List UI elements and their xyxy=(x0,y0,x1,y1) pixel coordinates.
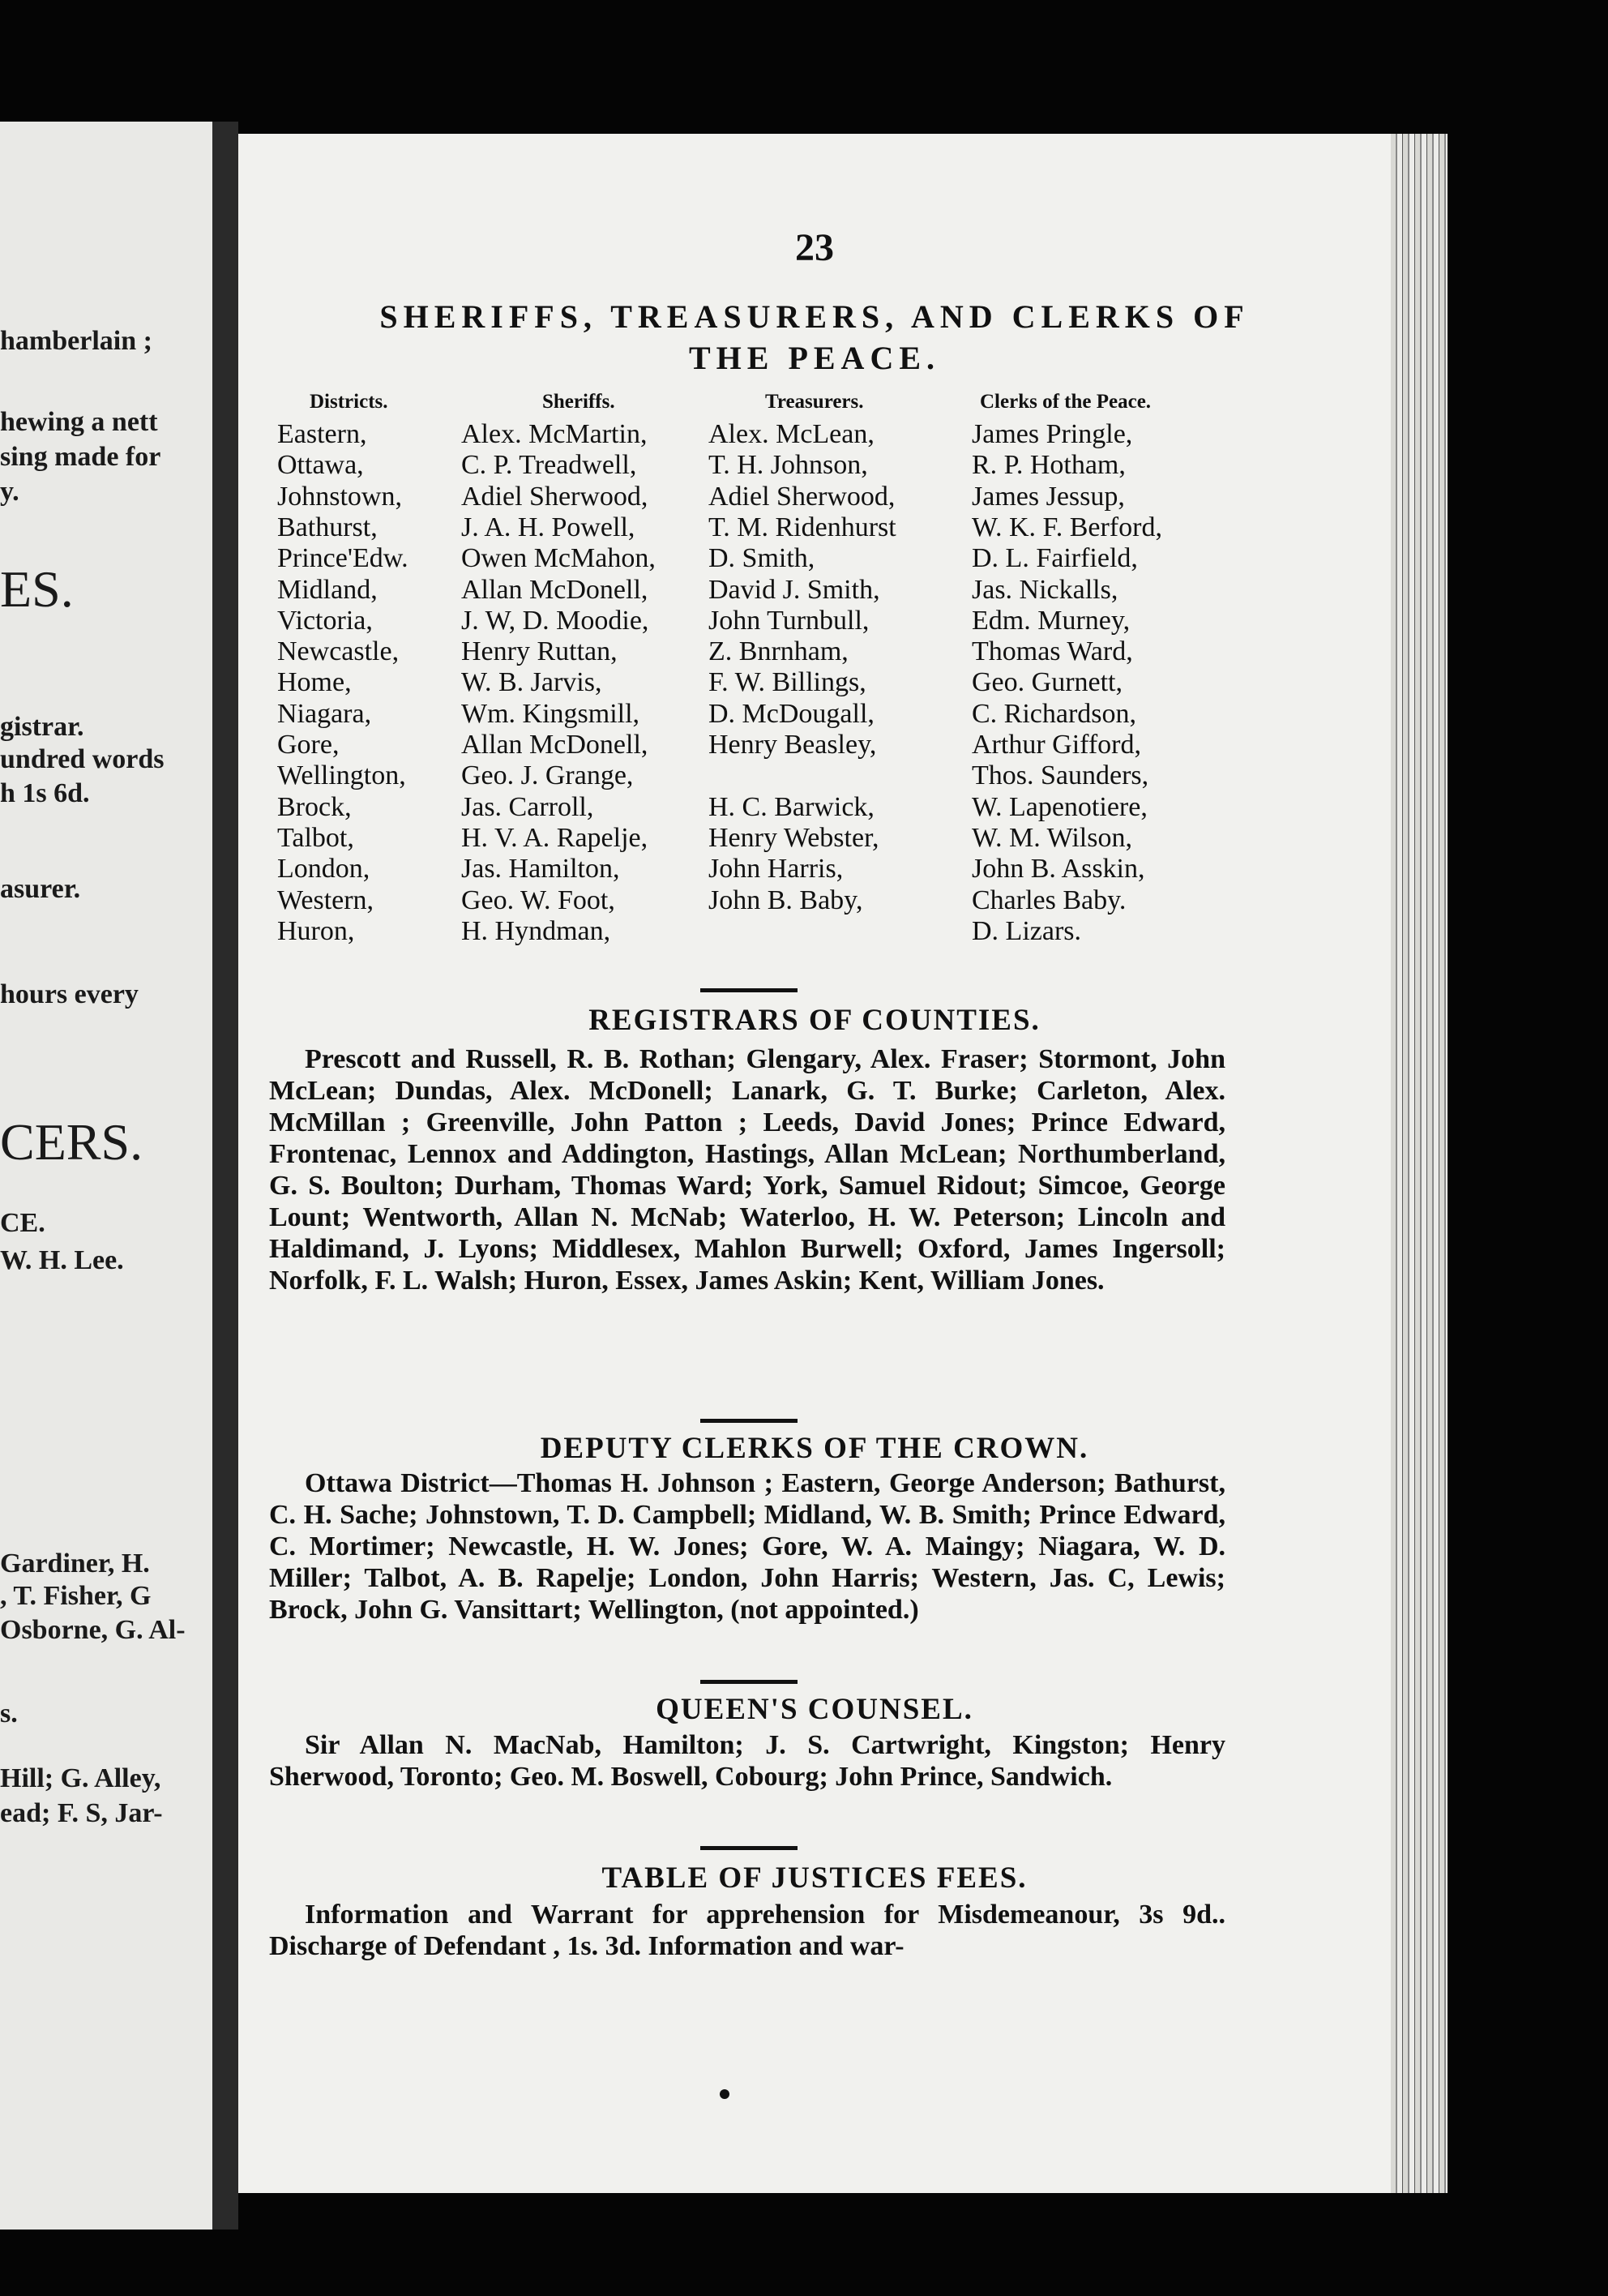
sheriff-cell: C. P. Treadwell, xyxy=(461,450,637,480)
col-header-clerks: Clerks of the Peace. xyxy=(980,391,1152,413)
justices-fees-paragraph xyxy=(269,1899,1225,1962)
treasurer-cell: Henry Beasley, xyxy=(708,730,877,760)
left-text-line: s. xyxy=(0,1698,18,1728)
clerk-cell: James Jessup, xyxy=(972,482,1125,512)
sheriff-cell: Jas. Carroll, xyxy=(461,792,594,822)
registrars-title: REGISTRARS OF COUNTIES. xyxy=(588,1004,1041,1037)
treasurer-cell: John Harris, xyxy=(708,854,844,884)
left-text-line: ead; F. S, Jar- xyxy=(0,1798,163,1828)
col-header-treasurers: Treasurers. xyxy=(765,391,864,413)
district-cell: Newcastle, xyxy=(277,636,400,666)
sheriff-cell: H. Hyndman, xyxy=(461,916,611,946)
district-cell: Ottawa, xyxy=(277,450,364,480)
treasurer-cell: John Turnbull, xyxy=(708,606,870,636)
clerk-cell: Edm. Murney, xyxy=(972,606,1131,636)
queens-counsel-paragraph xyxy=(269,1729,1225,1793)
clerk-cell: Charles Baby. xyxy=(972,885,1127,915)
clerk-cell: Geo. Gurnett, xyxy=(972,667,1123,697)
left-text-line: hewing a nett xyxy=(0,407,158,437)
justices-fees-text: Information and Warrant for apprehension for Misdemeanour, 3s 9d.. Discharge of Defendant , 1s. 3d. Information and war- xyxy=(269,1900,1225,1961)
book-page xyxy=(238,134,1391,2193)
sheriff-cell: Geo. W. Foot, xyxy=(461,885,615,915)
deputy-clerks-title: DEPUTY CLERKS OF THE CROWN. xyxy=(540,1432,1089,1465)
left-text-line: gistrar. xyxy=(0,712,84,742)
treasurer-cell: Adiel Sherwood, xyxy=(708,482,896,512)
section-divider xyxy=(700,1846,798,1850)
treasurer-cell: T. M. Ridenhurst xyxy=(708,512,896,542)
left-text-line: hamberlain ; xyxy=(0,326,152,356)
clerk-cell: Jas. Nickalls, xyxy=(972,575,1118,605)
left-text-line: asurer. xyxy=(0,874,81,904)
decorative-dot xyxy=(720,2089,729,2099)
treasurer-cell: Z. Bnrnham, xyxy=(708,636,849,666)
book-gutter xyxy=(212,122,238,2230)
sheriffs-title-line2: THE PEACE. xyxy=(688,340,941,376)
treasurer-cell: Henry Webster, xyxy=(708,823,879,853)
clerk-cell: W. M. Wilson, xyxy=(972,823,1132,853)
section-divider xyxy=(700,988,798,992)
left-text-line: sing made for xyxy=(0,442,161,472)
page-number: 23 xyxy=(795,226,834,269)
treasurer-cell: Alex. McLean, xyxy=(708,419,875,449)
sheriff-cell: Allan McDonell, xyxy=(461,575,648,605)
section-divider xyxy=(700,1419,798,1423)
left-text-line: undred words xyxy=(0,744,165,774)
clerk-cell: D. L. Fairfield, xyxy=(972,543,1138,573)
left-heading: CERS. xyxy=(0,1113,143,1171)
left-text-line: y. xyxy=(0,477,19,507)
district-cell: Niagara, xyxy=(277,699,372,729)
left-text-line: Osborne, G. Al- xyxy=(0,1615,186,1645)
left-text-line: Gardiner, H. xyxy=(0,1549,150,1578)
treasurer-cell: D. Smith, xyxy=(708,543,815,573)
registrars-paragraph xyxy=(269,1043,1225,1296)
sheriff-cell: Henry Ruttan, xyxy=(461,636,618,666)
sheriff-cell: Geo. J. Grange, xyxy=(461,760,634,790)
sheriff-cell: Owen McMahon, xyxy=(461,543,656,573)
district-cell: Huron, xyxy=(277,916,355,946)
clerk-cell: John B. Asskin, xyxy=(972,854,1145,884)
district-cell: London, xyxy=(277,854,370,884)
sheriff-cell: H. V. A. Rapelje, xyxy=(461,823,648,853)
sheriff-cell: J. W, D. Moodie, xyxy=(461,606,649,636)
district-cell: Bathurst, xyxy=(277,512,378,542)
treasurer-cell: T. H. Johnson, xyxy=(708,450,868,480)
clerk-cell: C. Richardson, xyxy=(972,699,1137,729)
clerk-cell: James Pringle, xyxy=(972,419,1133,449)
left-text-line: hours every xyxy=(0,979,139,1009)
queens-counsel-text: Sir Allan N. MacNab, Hamilton; J. S. Cartwright, Kingston; Henry Sherwood, Toronto; Geo. M. Boswell, Cobourg; John Prince, Sandwich. xyxy=(269,1730,1225,1792)
treasurer-cell: John B. Baby, xyxy=(708,885,863,915)
sheriffs-title-line1: SHERIFFS, TREASURERS, AND CLERKS OF xyxy=(379,298,1250,335)
district-cell: Johnstown, xyxy=(277,482,402,512)
district-cell: Home, xyxy=(277,667,352,697)
registrars-text: Prescott and Russell, R. B. Rothan; Glengary, Alex. Fraser; Stormont, John McLean; Dundas, Alex. McDonell; Lanark, G. T. Burke; Carleton, Alex. McMillan ; Greenville, John Patton ; Leeds, David Jones; Prince Edward, Frontenac, Lennox and Addington, Hastings, Allan McLean; Northumberland, G. S. Boulton; Durham, Thomas Ward; York, Samuel Ridout; Simcoe, George Lount; Wentworth, Allan N. McNab; Waterloo, H. W. Peterson; Lincoln and Haldimand, J. Lyons; Middlesex, Mahlon Burwell; Oxford, James Ingersoll; Norfolk, F. L. Walsh; Huron, Essex, James Askin; Kent, William Jones. xyxy=(269,1044,1225,1296)
left-text-line: Hill; G. Alley, xyxy=(0,1763,161,1793)
clerk-cell: D. Lizars. xyxy=(972,916,1082,946)
district-cell: Wellington, xyxy=(277,760,406,790)
left-text-line: W. H. Lee. xyxy=(0,1245,124,1275)
sheriff-cell: Adiel Sherwood, xyxy=(461,482,648,512)
district-cell: Western, xyxy=(277,885,374,915)
treasurer-cell: D. McDougall, xyxy=(708,699,875,729)
district-cell: Brock, xyxy=(277,792,352,822)
col-header-sheriffs: Sheriffs. xyxy=(542,391,615,413)
clerk-cell: Thos. Saunders, xyxy=(972,760,1149,790)
col-header-districts: Districts. xyxy=(310,391,388,413)
deputy-clerks-paragraph xyxy=(269,1467,1225,1626)
page-edges xyxy=(1391,134,1448,2193)
treasurer-cell: David J. Smith, xyxy=(708,575,880,605)
left-page-fragment xyxy=(0,122,212,2230)
section-divider xyxy=(700,1680,798,1684)
district-cell: Midland, xyxy=(277,575,378,605)
district-cell: Eastern, xyxy=(277,419,367,449)
treasurer-cell: F. W. Billings, xyxy=(708,667,866,697)
left-text-line: CE. xyxy=(0,1208,45,1238)
left-text-line: h 1s 6d. xyxy=(0,778,90,808)
treasurer-cell: H. C. Barwick, xyxy=(708,792,875,822)
justices-fees-title: TABLE OF JUSTICES FEES. xyxy=(601,1861,1028,1895)
clerk-cell: Thomas Ward, xyxy=(972,636,1133,666)
district-cell: Talbot, xyxy=(277,823,354,853)
sheriff-cell: Wm. Kingsmill, xyxy=(461,699,640,729)
left-heading: ES. xyxy=(0,560,74,618)
district-cell: Victoria, xyxy=(277,606,373,636)
clerk-cell: Arthur Gifford, xyxy=(972,730,1141,760)
district-cell: Prince'Edw. xyxy=(277,543,408,573)
sheriff-cell: Jas. Hamilton, xyxy=(461,854,620,884)
sheriff-cell: W. B. Jarvis, xyxy=(461,667,602,697)
sheriff-cell: Allan McDonell, xyxy=(461,730,648,760)
district-cell: Gore, xyxy=(277,730,340,760)
sheriff-cell: J. A. H. Powell, xyxy=(461,512,635,542)
clerk-cell: W. Lapenotiere, xyxy=(972,792,1148,822)
queens-counsel-title: QUEEN'S COUNSEL. xyxy=(656,1693,973,1726)
left-text-line: , T. Fisher, G xyxy=(0,1581,152,1611)
clerk-cell: R. P. Hotham, xyxy=(972,450,1126,480)
deputy-clerks-text: Ottawa District—Thomas H. Johnson ; Eastern, George Anderson; Bathurst, C. H. Sache; Johnstown, T. D. Campbell; Midland, W. B. Smith; Prince Edward, C. Mortimer; Newcastle, H. W. Jones; Gore, W. A. Maingy; Niagara, W. D. Miller; Talbot, A. B. Rapelje; London, John Harris; Western, Jas. C, Lewis; Brock, John G. Vansittart; Wellington, (not appointed.) xyxy=(269,1468,1225,1625)
clerk-cell: W. K. F. Berford, xyxy=(972,512,1162,542)
sheriff-cell: Alex. McMartin, xyxy=(461,419,648,449)
